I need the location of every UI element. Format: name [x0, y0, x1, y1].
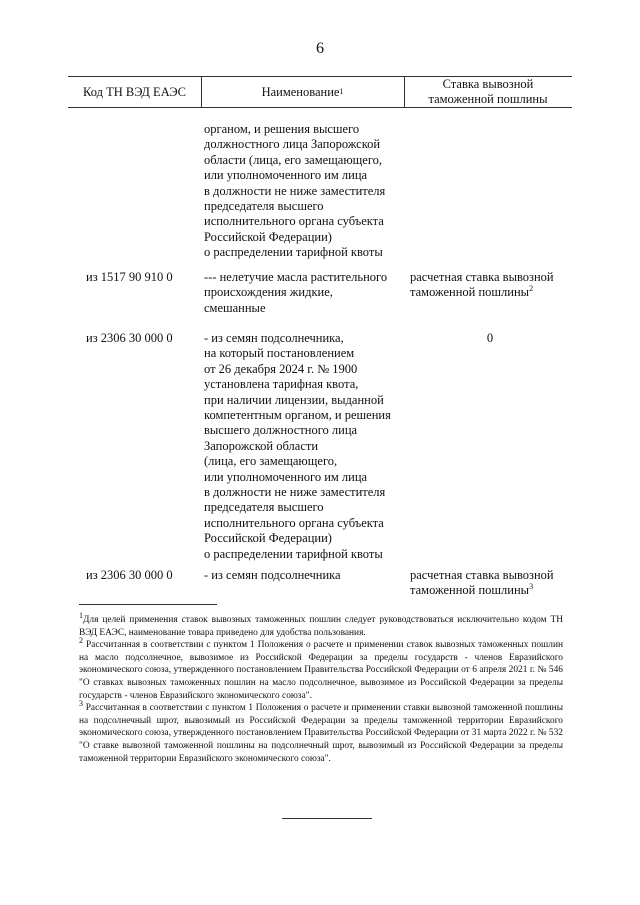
column-header-code	[68, 77, 201, 107]
footnote-mark: 2	[79, 636, 83, 646]
row-1-name: --- нелетучие масла растительного происхождения жидкие, смешанные	[204, 270, 388, 315]
row-1-rate-text: расчетная ставка вывозной таможенной пошлины	[410, 270, 554, 300]
row-1-rate	[410, 270, 570, 301]
row-2-name: - из семян подсолнечника, на который постановлением от 26 декабря 2024 г. № 1900 установлена тарифная квота, при наличии лицензии, выданной компетентным органом, и решения высшего должностного лица Запорожской области (лица, его замещающего, или уполномоченного им лица в должности не ниже заместителя председателя высшего исполнительного органа субъекта Российской Федерации) о распределении тарифной квоты	[204, 331, 391, 561]
column-header-code-label: Код ТН ВЭД ЕАЭС	[82, 84, 186, 99]
row-1-code: из 1517 90 910 0	[86, 270, 173, 284]
footnote-mark: 3	[79, 699, 83, 709]
row-3-rate-text: расчетная ставка вывозной таможенной пошлины	[410, 568, 554, 598]
row-3-rate	[410, 568, 570, 599]
column-header-name: Наименование 1	[261, 84, 344, 99]
row-3-name: - из семян подсолнечника	[204, 568, 341, 582]
footnote-text: Рассчитанная в соответствии с пунктом 1 Положения о расчете и применении ставок вывозных таможенных пошлин на масло подсолнечное, вывозимое из Российской Федерации за пределы государств - членов Евразийского экономического союза, утвержденного постановлением Правительства Российской Федерации от 6 апреля 2021 г. № 546 "О ставках вывозных таможенных пошлин на масло подсолнечное, вывозимое из Российской Федерации за пределы государств - членов Евразийского экономического союза".	[79, 640, 563, 701]
footnote-ref: 2	[529, 284, 534, 294]
footnote-text: Для целей применения ставок вывозных таможенных пошлин следует руководствоваться исключительно кодом ТН ВЭД ЕАЭС, наименование товара приведено для удобства пользования.	[79, 615, 563, 638]
footnote-separator	[79, 604, 217, 605]
page-end-rule	[282, 818, 372, 819]
column-header-rate-label: Ставка вывозной таможенной пошлины	[428, 77, 548, 106]
row-2-rate: 0	[486, 331, 494, 345]
footnotes	[79, 610, 563, 765]
footnote-1	[79, 610, 563, 639]
column-header-name-label: Наименование	[261, 84, 340, 99]
footnote-mark: 1	[79, 610, 83, 620]
footnote-ref: 3	[529, 582, 534, 592]
table-header	[68, 76, 572, 108]
page-number: 6	[316, 40, 324, 57]
footnote-text: Рассчитанная в соответствии с пунктом 1 Положения о расчете и применении ставки вывозной таможенной пошлины на подсолнечный шрот, вывозимый из Российской Федерации за пределы таможенной территории Евразийского экономического союза, утвержденного постановлением Правительства Российской Федерации от 31 марта 2022 г. № 532 "О ставке вывозной таможенной пошлины на подсолнечный шрот, вывозимый из Российской Федерации за пределы таможенной территории Евразийского экономического союза".	[79, 703, 563, 764]
row-2-code: из 2306 30 000 0	[86, 331, 173, 345]
row-3-code: из 2306 30 000 0	[86, 568, 173, 582]
footnote-3	[79, 699, 563, 765]
column-header-rate	[404, 77, 572, 107]
row-0-name: органом, и решения высшего должностного лица Запорожской области (лица, его замещающего, или уполномоченного им лица в должности не ниже заместителя председателя высшего исполнительного органа субъекта Российской Федерации) о распределении тарифной квоты	[204, 122, 386, 260]
footnote-2	[79, 636, 563, 702]
